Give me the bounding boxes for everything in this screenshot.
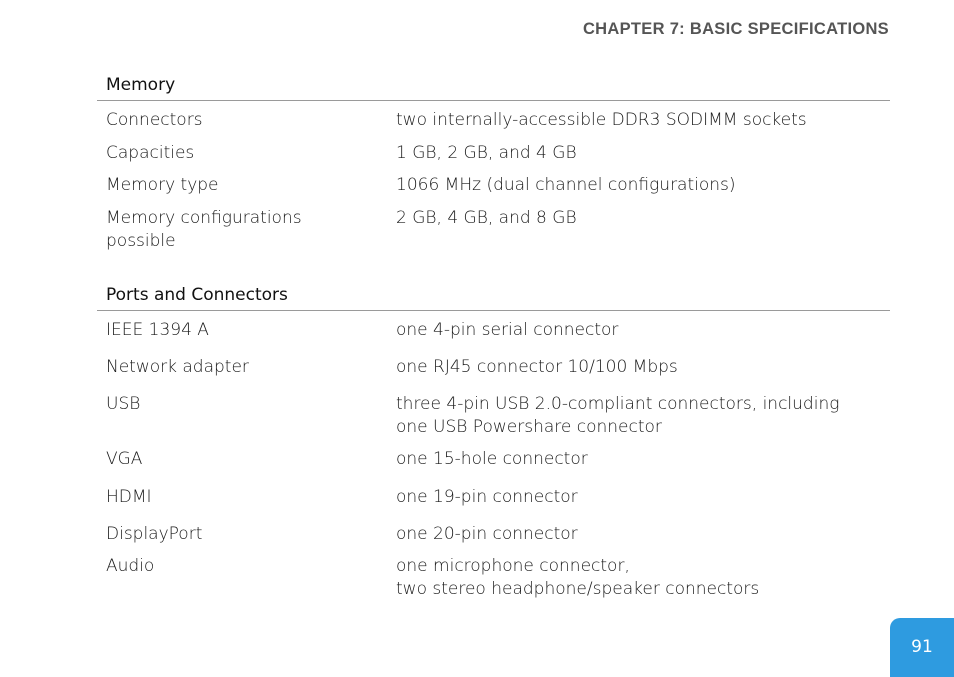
memory-section [97,72,890,262]
ports-section [97,282,890,612]
spec-label: Memory type [106,175,219,195]
spec-value: one microphone connector, two stereo headphone/speaker connectors [396,556,760,599]
spec-value: 1066 MHz (dual channel configurations) [396,175,736,195]
spec-value: one RJ45 connector 10/100 Mbps [396,357,678,377]
page-number-badge [890,618,954,677]
spec-value: one 4-pin serial connector [396,320,619,340]
spec-label: Network adapter [106,357,249,377]
spec-value: 1 GB, 2 GB, and 4 GB [396,143,577,163]
chapter-header: CHAPTER 7: BASIC SPECIFICATIONS [582,20,889,38]
spec-value: one 20-pin connector [396,524,578,544]
spec-label: Connectors [106,110,203,130]
ports-section-title: Ports and Connectors [97,282,890,311]
spec-label: DisplayPort [106,524,203,544]
spec-value: three 4-pin USB 2.0-compliant connectors, including one USB Powershare connector [396,394,840,437]
spec-value: two internally-accessible DDR3 SODIMM sockets [396,110,807,130]
spec-label: Audio [106,556,155,576]
spec-label: HDMI [106,487,152,507]
spec-label: IEEE 1394 A [106,320,209,340]
spec-label: USB [106,394,141,414]
spec-label: Memory configurations possible [106,208,302,251]
spec-label: VGA [106,449,143,469]
memory-section-title: Memory [97,72,890,101]
spec-value: 2 GB, 4 GB, and 8 GB [396,208,577,228]
spec-value: one 19-pin connector [396,487,578,507]
spec-value: one 15-hole connector [396,449,588,469]
spec-label: Capacities [106,143,195,163]
page-number: 91 [911,637,933,657]
